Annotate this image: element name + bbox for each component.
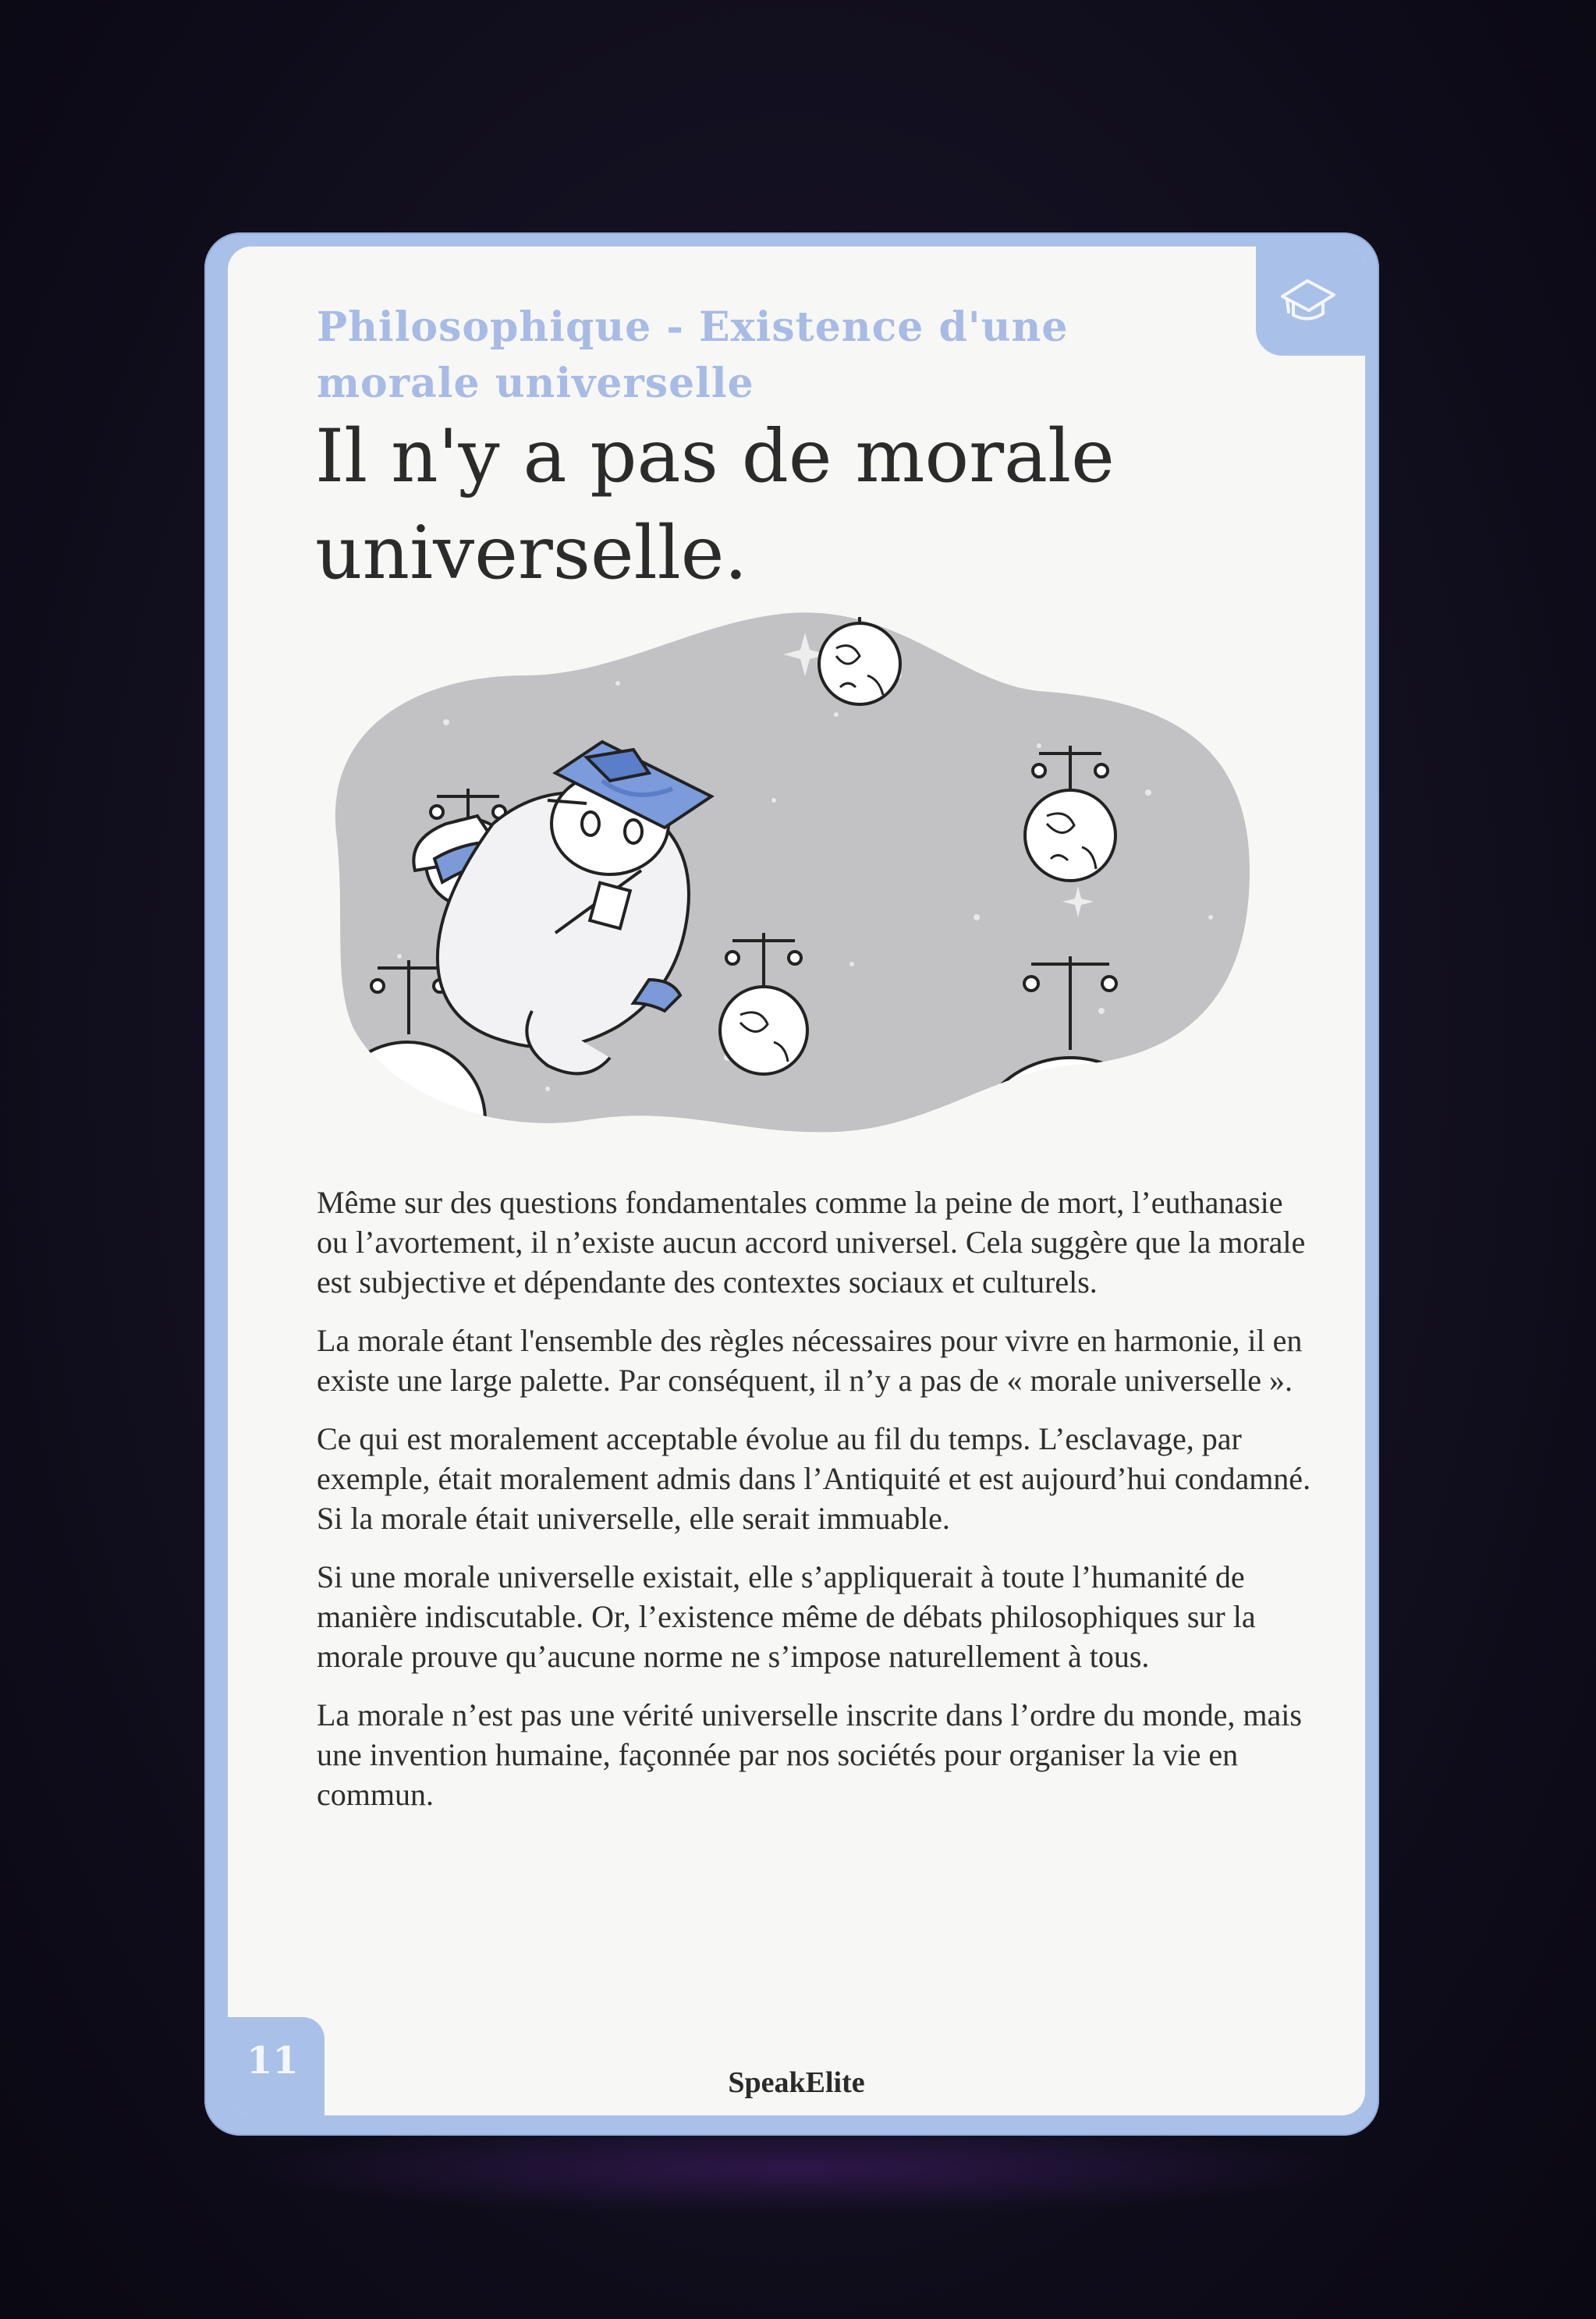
- card-category: Philosophique - Existence d'une morale universelle: [317, 303, 1069, 407]
- paragraph: Si une morale universelle existait, elle s’appliquerait à toute l’humanité de manière indiscutable. Or, l’existence même de débats philosophiques sur la morale prouve qu’aucune norme ne s’impose naturellement à tous.: [317, 1559, 1256, 1674]
- paragraph: La morale étant l'ensemble des règles nécessaires pour vivre en harmonie, il en existe une large palette. Par conséquent, il n’y a pas de « morale universelle ».: [317, 1323, 1303, 1398]
- corner-tab: [1256, 246, 1365, 356]
- globe-scale-right: [1025, 746, 1115, 881]
- card-shadow: [234, 2122, 1357, 2215]
- page-number: 11: [246, 2039, 299, 2083]
- paragraph: Ce qui est moralement acceptable évolue au fil du temps. L’esclavage, par exemple, était moralement admis dans l’Antiquité et est aujourd’hui condamné. Si la morale était universelle, elle serait immuable.: [317, 1421, 1311, 1536]
- card: [204, 232, 1379, 2136]
- paragraph: Même sur des questions fondamentales comme la peine de mort, l’euthanasie ou l’avortement, il n’existe aucun accord universel. Cela suggère que la morale est subjective et dépendante des contextes sociaux et culturels.: [317, 1185, 1306, 1300]
- card-body: [317, 1183, 1315, 1833]
- illustration-astronaut-scales: [290, 590, 1320, 1167]
- card-face: [228, 246, 1365, 2115]
- globe-scale-middle: [720, 933, 807, 1074]
- card-title: Il n'y a pas de morale universelle.: [315, 414, 1115, 596]
- paragraph: La morale n’est pas une vérité universelle inscrite dans l’ordre du monde, mais une invention humaine, façonnée par nos sociétés pour organiser la vie en commun.: [317, 1697, 1302, 1812]
- brand-name: SpeakElite: [728, 2066, 865, 2099]
- graduation-cap-icon: [1278, 270, 1340, 324]
